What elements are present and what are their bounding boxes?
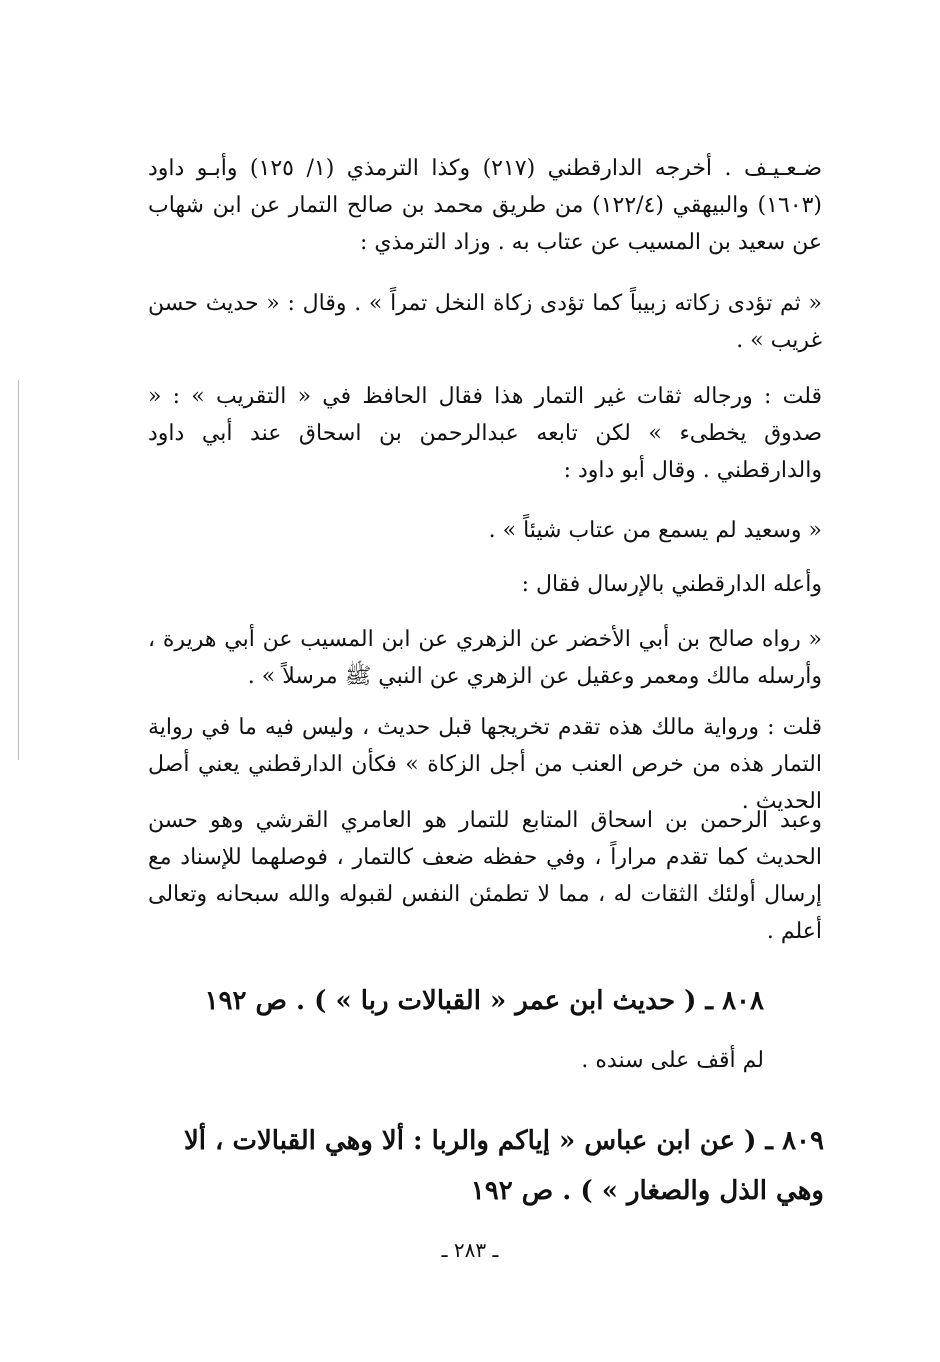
paragraph-abdulrahman (148, 802, 822, 950)
heading-hadith-809: ٨٠٩ ـ ( عن ابن عباس « إياكم والربا : ألا وهي القبالات ، ألا وهي الذل والصغار » ) . ص ١٩٢ (183, 1126, 824, 1206)
paragraph-takhrij (148, 150, 822, 261)
paragraph-text: « رواه صالح بن أبي الأخضر عن الزهري عن ابن المسيب عن أبي هريرة ، وأرسله مالك ومعمر وعقيل عن الزهري عن النبي ﷺ مرسلاً » . (148, 627, 823, 689)
paragraph-qultu-1 (148, 378, 822, 489)
paragraph-daraqutni-quote (148, 621, 822, 695)
paragraph-text: قلت : ورواية مالك هذه تقدم تخريجها قبل حديث ، وليس فيه ما في رواية التمار هذه من خرص العنب من أجل الزكاة » فكأن الدارقطني يعني أصل الحديث . (148, 715, 822, 814)
abu-dawud-quote: « وسعيد لم يسمع من عتاب شيئاً » . (488, 518, 822, 543)
paragraph-tirmidhi-quote (148, 285, 822, 359)
page-number: ـ ٢٨٣ ـ (441, 1238, 499, 1262)
scan-edge-line (18, 380, 19, 760)
paragraph-text: ضـعـيـف . أخرجه الدارقطني (٢١٧) وكذا الترمذي (١/ ١٢٥) وأبـو داود (١٦٠٣) والبيهقي (١٢٢/٤) من طريق محمد بن صالح التمار عن ابن شهاب عن سعيد بن المسيب عن عتاب به . وزاد الترمذي : (148, 156, 822, 255)
daraqutni-intro: وأعله الدارقطني بالإرسال فقال : (521, 572, 822, 597)
paragraph-text: قلت : ورجاله ثقات غير التمار هذا فقال الحافظ في « التقريب » : « صدوق يخطىء » لكن تابعه عبدالرحمن بن اسحاق عند أبي داود والدارقطني . وقال أبو داود : (148, 384, 822, 483)
paragraph-text: وعبد الرحمن بن اسحاق المتابع للتمار هو العامري القرشي وهو حسن الحديث كما تقدم مراراً ، وفي حفظه ضعف كالتمار ، فوصلهما للإسناد مع إرسال أولئك الثقات له ، مما لا تطمئن النفس لقبوله والله سبحانه وتعالى أعلم . (148, 808, 822, 944)
heading-hadith-808: ٨٠٨ ـ ( حديث ابن عمر « القبالات ربا » ) . ص ١٩٢ (204, 986, 764, 1016)
note-808: لم أقف على سنده . (581, 1048, 764, 1073)
paragraph-text: « ثم تؤدى زكاته زبيباً كما تؤدى زكاة النخل تمراً » . وقال : « حديث حسن غريب » . (148, 291, 822, 353)
